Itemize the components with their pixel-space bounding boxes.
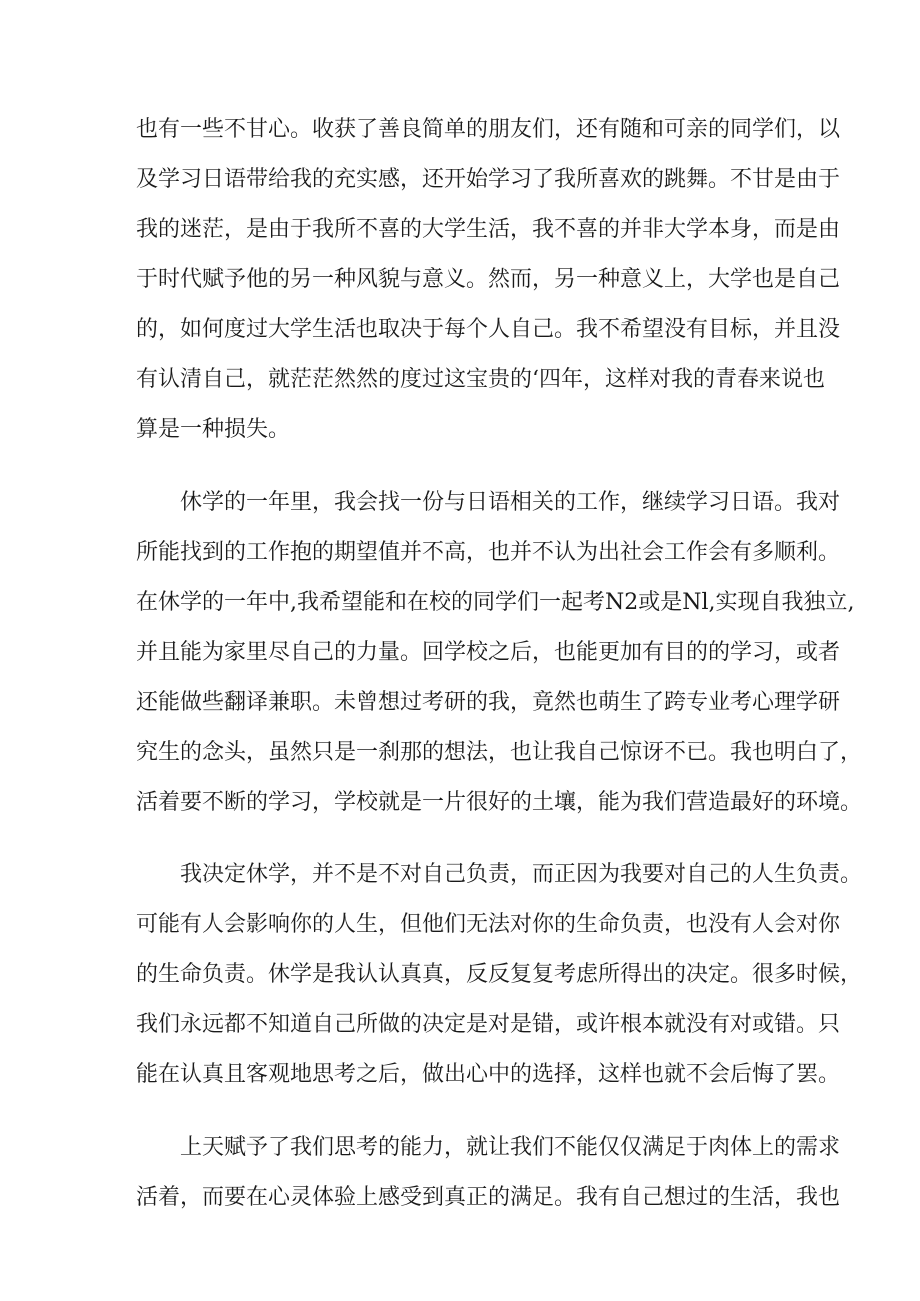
text-line: 上天赋予了我们思考的能力，就让我们不能仅仅满足于肉体上的需求 <box>180 1135 841 1160</box>
text-line: 的生命负责。休学是我认认真真，反反复复考虑所得出的决定。很多时候， <box>136 962 863 987</box>
text-line: 算是一种损失。 <box>136 417 291 442</box>
text-line: 也有一些不甘心。收获了善良简单的朋友们，还有随和可亲的同学们，以 <box>136 117 841 142</box>
text-line: 能在认真且客观地思考之后，做出心中的选择，这样也就不会后悔了罢。 <box>136 1062 841 1087</box>
text-line: 有认清自己，就茫茫然然的度过这宝贵的‘四年，这样对我的青春来说也 <box>136 367 825 392</box>
text-line: 于时代赋予他的另一种风貌与意义。然而，另一种意义上，大学也是自己 <box>136 267 841 292</box>
text-line: 活着要不断的学习，学校就是一片很好的土壤，能为我们营造最好的环境。 <box>136 790 863 815</box>
text-line: 我决定休学，并不是不对自己负责，而正因为我要对自己的人生负责。 <box>180 862 863 887</box>
text-line: 活着，而要在心灵体验上感受到真正的满足。我有自己想过的生活，我也 <box>136 1185 841 1210</box>
text-line: 的，如何度过大学生活也取决于每个人自己。我不希望没有目标，并且没 <box>136 317 841 342</box>
text-line: 我们永远都不知道自己所做的决定是对是错，或许根本就没有对或错。只 <box>136 1012 841 1037</box>
text-line: 在休学的一年中,我希望能和在校的同学们一起考N2或是Nl,实现自我独立, <box>136 590 855 615</box>
text-line: 究生的念头，虽然只是一刹那的想法，也让我自己惊讶不已。我也明白了， <box>136 740 863 765</box>
text-line: 我的迷茫，是由于我所不喜的大学生活，我不喜的并非大学本身，而是由 <box>136 217 841 242</box>
text-line: 所能找到的工作抱的期望值并不高，也并不认为出社会工作会有多顺利。 <box>136 540 841 565</box>
text-line: 及学习日语带给我的充实感，还开始学习了我所喜欢的跳舞。不甘是由于 <box>136 167 841 192</box>
text-line: 还能做些翻译兼职。未曾想过考研的我，竟然也萌生了跨专业考心理学研 <box>136 690 841 715</box>
text-line: 休学的一年里，我会找一份与日语相关的工作，继续学习日语。我对 <box>180 490 841 515</box>
text-line: 可能有人会影响你的人生，但他们无法对你的生命负责，也没有人会对你 <box>136 912 841 937</box>
text-line: 并且能为家里尽自己的力量。回学校之后，也能更加有目的的学习，或者 <box>136 640 841 665</box>
